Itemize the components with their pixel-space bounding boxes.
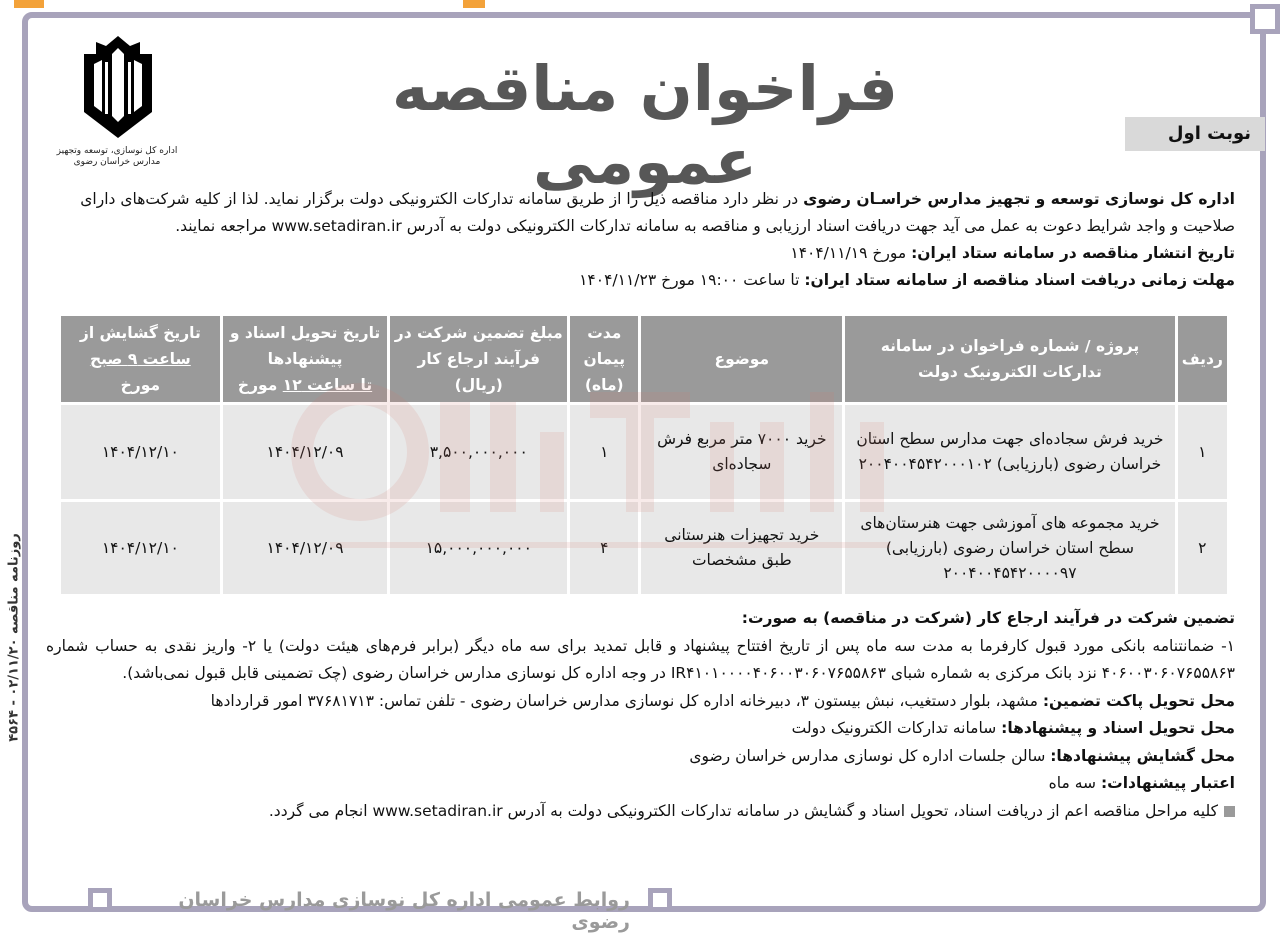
table-row (61, 405, 1227, 499)
tender-table (58, 313, 1230, 597)
docs-location (46, 715, 1235, 743)
table-row (61, 502, 1227, 594)
cell-opening: ۱۴۰۴/۱۲/۱۰ (61, 405, 220, 499)
cell-row: ۱ (1178, 405, 1227, 499)
intro-text: صلاحیت و واجد شرایط دعوت به عمل می آید جهت دریافت اسناد ارزیابی و مناقصه به سامانه تدارکات الکترونیکی دولت به آدرس www.setadiran.ir مراجعه نمایند. (175, 217, 1235, 235)
col-delivery-line: تاریخ تحویل اسناد و پیشنهادها (229, 324, 381, 368)
cell-delivery: ۱۴۰۴/۱۲/۰۹ (223, 405, 388, 499)
col-row: ردیف (1178, 316, 1227, 402)
round-label: نوبت اول (1167, 123, 1251, 144)
docs-label: محل تحویل اسناد و پیشنهادها: (1001, 719, 1235, 737)
deadline-value: تا ساعت ۱۹:۰۰ مورخ ۱۴۰۴/۱۱/۲۳ (579, 271, 805, 289)
col-delivery-time: تا ساعت ۱۲ (282, 376, 373, 394)
guarantee-title: تضمین شرکت در فرآیند ارجاع کار (شرکت در مناقصه) به صورت: (741, 609, 1235, 627)
col-delivery-line (227, 372, 384, 398)
publish-date (46, 240, 1235, 267)
corner-decoration (1250, 4, 1280, 34)
deadline (46, 267, 1235, 294)
corner-decoration (648, 888, 672, 912)
docs-value: سامانه تدارکات الکترونیک دولت (791, 719, 1002, 737)
cell-guarantee: ۱۵,۰۰۰,۰۰۰,۰۰۰ (390, 502, 567, 594)
col-opening-line: مورخ (120, 376, 161, 394)
col-duration: مدت پیمان (ماه) (570, 316, 638, 402)
note (46, 798, 1235, 826)
organization-logo (68, 32, 168, 142)
opening-label: محل گشایش پیشنهادها: (1050, 746, 1235, 765)
opening-value: سالن جلسات اداره کل نوسازی مدارس خراسان رضوی (689, 746, 1051, 765)
accent-tab (463, 0, 485, 8)
col-subject: موضوع (641, 316, 842, 402)
cell-guarantee: ۳,۵۰۰,۰۰۰,۰۰۰ (390, 405, 567, 499)
col-opening-line: تاریخ گشایش از (79, 324, 201, 342)
validity-value: سه ماه (1048, 774, 1101, 792)
validity (46, 770, 1235, 798)
publish-label: تاریخ انتشار مناقصه در سامانه ستاد ایران: (911, 244, 1235, 262)
note-text: کلیه مراحل مناقصه اعم از دریافت اسناد، تحویل اسناد و گشایش در سامانه تدارکات الکترونیکی دولت به آدرس www.setadiran.ir انجام می گردد. (268, 801, 1218, 820)
cell-opening: ۱۴۰۴/۱۲/۱۰ (61, 502, 220, 594)
cell-duration: ۴ (570, 502, 638, 594)
cell-duration: ۱ (570, 405, 638, 499)
accent-tab (14, 0, 44, 8)
footer-credit: روابط عمومی اداره کل نوسازی مدارس خراسان رضوی (178, 889, 630, 933)
cell-delivery: ۱۴۰۴/۱۲/۰۹ (223, 502, 388, 594)
validity-label: اعتبار پیشنهادات: (1100, 774, 1235, 792)
guarantee-text: ۱- ضمانتنامه بانکی مورد قبول کارفرما به مدت سه ماه پس از تاریخ افتتاح پیشنهاد و قابل تمدید برای سه ماه دیگر (برابر فرم‌های هیئت دولت) یا ۲- واریز نقدی به حساب شماره ۴۰۶۰۰۳۰۶۰۷۶۵۵۸۶۳ نزد بانک مرکزی به شماره شبای IR۴۱۰۱۰۰۰۰۴۰۶۰۰۳۰۶۰۷۶۵۵۸۶۳ در وجه اداره کل نوسازی مدارس خراسان رضوی (چک تضمینی قابل قبول نمی‌باشد). (46, 636, 1235, 682)
col-project: پروژه / شماره فراخوان در سامانه تدارکات الکترونیک دولت (845, 316, 1174, 402)
side-caption-text: روزنامه مناقصه ۰۲/۱۱/۲۰ - ۴۵۶۴ (6, 533, 22, 742)
org-name: اداره کل نوسازی توسعه و تجهیز مدارس خراسـان رضوی (803, 190, 1235, 208)
opening-location (46, 743, 1235, 771)
table-header-row (61, 316, 1227, 402)
square-bullet-icon (1224, 806, 1235, 817)
logo-caption (52, 146, 182, 168)
cell-subject: خرید ۷۰۰۰ متر مربع فرش سجاده‌ای (641, 405, 842, 499)
page-title: فراخوان مناقصه عمومی (392, 52, 898, 198)
intro-text: در نظر دارد مناقصه ذیل را از طریق سامانه تدارکات الکترونیکی دولت برگزار نماید. لذا از کلیه شرکت‌های دارای (80, 190, 804, 208)
round-badge (1125, 117, 1265, 151)
cell-subject: خرید تجهیزات هنرستانی طبق مشخصات (641, 502, 842, 594)
col-opening-time: ساعت ۹ صبح (89, 350, 191, 368)
terms-section (46, 605, 1235, 825)
deadline-label: مهلت زمانی دریافت اسناد مناقصه از سامانه ستاد ایران: (804, 271, 1235, 289)
publish-value: مورخ ۱۴۰۴/۱۱/۱۹ (790, 244, 912, 262)
side-caption (4, 520, 26, 760)
corner-decoration (88, 888, 112, 912)
col-guarantee: مبلغ تضمین شرکت در فرآیند ارجاع کار (ریال) (390, 316, 567, 402)
logo-caption-line: مدارس خراسان رضوی (73, 157, 161, 167)
intro-line (46, 186, 1235, 213)
col-delivery (223, 316, 388, 402)
logo-caption-line: اداره کل نوسازی، توسعه وتجهیز (56, 146, 178, 156)
col-opening (61, 316, 220, 402)
packet-location (46, 688, 1235, 716)
cell-row: ۲ (1178, 502, 1227, 594)
cell-project: خرید مجموعه های آموزشی جهت هنرستان‌های سطح استان خراسان رضوی (بارزیابی) ۲۰۰۴۰۰۴۵۴۲۰۰۰۰۹۷ (845, 502, 1174, 594)
packet-value: مشهد، بلوار دستغیب، نبش بیستون ۳، دبیرخانه اداره کل نوسازی مدارس خراسان رضوی - تلفن تماس: ۳۷۶۸۱۷۱۳ امور قراردادها (210, 691, 1043, 710)
col-delivery-suffix: مورخ (237, 376, 283, 394)
intro-paragraph (46, 186, 1235, 294)
cell-project: خرید فرش سجاده‌ای جهت مدارس سطح استان خراسان رضوی (بارزیابی) ۲۰۰۴۰۰۴۵۴۲۰۰۰۱۰۲ (845, 405, 1174, 499)
packet-label: محل تحویل پاکت تضمین: (1042, 691, 1235, 710)
